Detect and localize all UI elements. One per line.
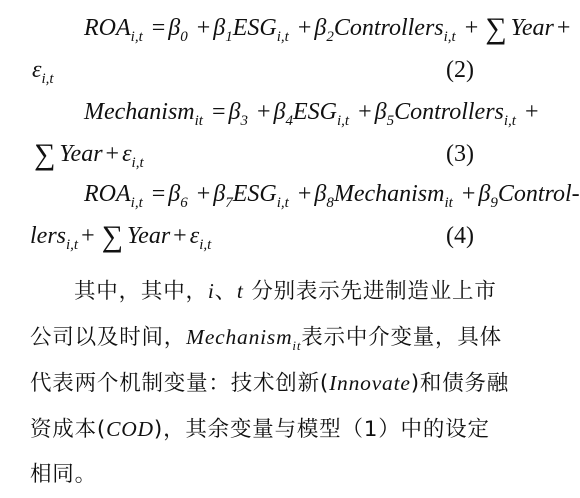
subscript: 5 <box>386 113 395 129</box>
equation-3-body <box>84 94 542 139</box>
beta-coefficient: β <box>314 181 327 207</box>
subscript: 8 <box>326 195 334 211</box>
subscript: 4 <box>285 113 293 129</box>
equation-number: (4) <box>446 223 474 249</box>
controllers-term-continued: lers <box>30 223 66 249</box>
paragraph-line-2 <box>30 314 502 360</box>
summation-sign: ∑ <box>34 138 56 171</box>
subscript: 1 <box>225 29 233 45</box>
plus-sign: + <box>81 223 95 249</box>
beta-coefficient: β <box>374 99 387 125</box>
subscript: i,t <box>199 237 212 253</box>
equation-3-line-2 <box>0 136 500 172</box>
subscript: i,t <box>131 155 144 171</box>
equation-2-line-2 <box>0 52 500 88</box>
equation-2-line-1 <box>0 10 571 46</box>
subscript: it <box>444 195 453 211</box>
text-run: 其中，其中， <box>74 279 208 304</box>
plus-sign: + <box>524 99 539 125</box>
subscript: i,t <box>503 113 516 129</box>
paragraph-line-5 <box>30 452 480 498</box>
subscript: i,t <box>276 29 289 45</box>
equals-sign: = <box>151 15 166 41</box>
innovate-term: Innovate <box>329 371 411 395</box>
equals-sign: = <box>211 99 226 125</box>
text-run: 相同。 <box>30 462 97 487</box>
plus-sign: + <box>196 181 211 207</box>
subscript: it <box>194 113 203 129</box>
equation-4-line-2 <box>0 218 500 254</box>
beta-coefficient: β <box>213 181 226 207</box>
mechanism-term: Mechanism <box>84 99 195 125</box>
equation-2-continuation <box>32 52 54 97</box>
plus-sign: + <box>173 223 187 249</box>
controllers-term: Controllers <box>333 15 444 41</box>
explanation-paragraph <box>30 268 510 498</box>
mechanism-term: Mechanism <box>186 325 293 349</box>
equation-number: (3) <box>446 141 474 167</box>
text-run: 表示中介变量，具体 <box>301 325 502 350</box>
cod-term: COD <box>106 417 154 441</box>
year-term: Year <box>59 141 103 167</box>
subscript: 2 <box>326 29 334 45</box>
text-run: )，其余变量与模型（1）中的设定 <box>153 417 490 442</box>
plus-sign: + <box>358 99 372 125</box>
subscript: i,t <box>41 71 54 87</box>
subscript: i,t <box>130 29 143 45</box>
year-term: Year <box>127 223 171 249</box>
plus-sign: + <box>297 181 312 207</box>
esg-term: ESG <box>292 99 337 125</box>
paragraph-line-1 <box>30 268 497 314</box>
beta-coefficient: β <box>228 99 241 125</box>
plus-sign: + <box>105 141 120 167</box>
plus-sign: + <box>461 181 476 207</box>
subscript: 9 <box>490 195 498 211</box>
subscript: 6 <box>180 195 188 211</box>
plus-sign: + <box>297 15 312 41</box>
beta-coefficient: β <box>168 181 181 207</box>
epsilon-term: ε <box>189 223 200 249</box>
paragraph-line-3 <box>30 360 510 406</box>
beta-coefficient: β <box>213 15 226 41</box>
equation-4-continuation <box>30 218 211 263</box>
roa-term: ROA <box>84 181 131 207</box>
subscript: i,t <box>336 113 350 129</box>
controllers-term: Controllers <box>394 99 504 125</box>
plus-sign: + <box>556 15 571 41</box>
subscript: i,t <box>276 195 289 211</box>
plus-sign: + <box>464 15 479 41</box>
mechanism-term: Mechanism <box>333 181 445 207</box>
equation-4-line-1 <box>0 176 580 212</box>
beta-coefficient: β <box>314 15 327 41</box>
text-run: 、 <box>214 279 237 304</box>
paragraph-line-4 <box>30 406 490 452</box>
subscript: 0 <box>180 29 188 45</box>
esg-term: ESG <box>232 181 277 207</box>
text-run: 代表两个机制变量：技术创新( <box>30 371 330 396</box>
equals-sign: = <box>151 181 166 207</box>
year-term: Year <box>510 15 554 41</box>
equation-3-continuation <box>30 136 144 181</box>
subscript: i,t <box>66 237 79 253</box>
subscript: 7 <box>225 195 233 211</box>
equation-4-body <box>84 176 580 221</box>
roa-term: ROA <box>84 15 131 41</box>
plus-sign: + <box>256 99 271 125</box>
text-run: )和债务融 <box>410 371 510 396</box>
text-run: 公司以及时间， <box>30 325 187 350</box>
text-run: 资成本( <box>30 417 107 442</box>
equation-2-body <box>84 10 573 55</box>
variable-i: i <box>207 279 215 303</box>
summation-sign: ∑ <box>485 12 507 45</box>
subscript: 3 <box>240 113 248 129</box>
controllers-term-hyphenated: Control- <box>497 181 580 207</box>
subscript: it <box>292 338 302 353</box>
esg-term: ESG <box>232 15 277 41</box>
text-run: 分别表示先进制造业上市 <box>243 279 497 304</box>
beta-coefficient: β <box>478 181 491 207</box>
beta-coefficient: β <box>168 15 181 41</box>
subscript: i,t <box>130 195 143 211</box>
plus-sign: + <box>196 15 211 41</box>
summation-sign: ∑ <box>101 220 124 253</box>
epsilon-term: ε <box>32 57 42 83</box>
epsilon-term: ε <box>122 141 132 167</box>
beta-coefficient: β <box>273 99 286 125</box>
subscript: i,t <box>443 29 456 45</box>
variable-t: t <box>236 279 244 303</box>
equation-number: (2) <box>446 57 474 83</box>
equation-3-line-1 <box>0 94 539 130</box>
